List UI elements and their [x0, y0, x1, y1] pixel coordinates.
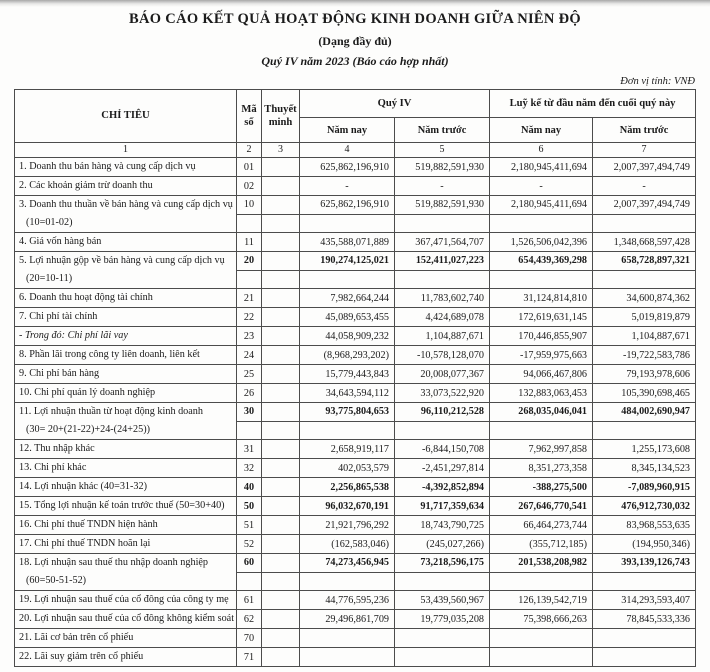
row-note — [262, 421, 300, 440]
cell-q4-prior: -6,844,150,708 — [395, 440, 490, 459]
row-label-text: 17. Chi phí thuế TNDN hoãn lại — [19, 538, 151, 549]
row-label — [15, 403, 237, 440]
cell-ytd-current: 2,180,945,411,694 — [490, 196, 593, 215]
table-row — [15, 459, 696, 478]
row-code: 61 — [237, 591, 262, 610]
cell-q4-prior — [395, 648, 490, 667]
cell-q4-current: 44,058,909,232 — [300, 327, 395, 346]
header-q4-current-year: Năm nay — [300, 118, 395, 143]
row-code: 30 — [237, 403, 262, 422]
row-formula-text: (20=10-11) — [26, 273, 73, 284]
cell-ytd-prior: 658,728,897,321 — [593, 252, 696, 271]
header-ytd-group: Luỹ kế từ đầu năm đến cuối quý này — [490, 90, 696, 118]
cell-ytd-prior: - — [593, 177, 696, 196]
cell-q4-current: 2,256,865,538 — [300, 478, 395, 497]
row-label-text: 6. Doanh thu hoạt động tài chính — [19, 292, 153, 303]
cell-q4-prior: - — [395, 177, 490, 196]
cell-q4-current: 29,496,861,709 — [300, 610, 395, 629]
row-label-text: 3. Doanh thu thuần về bán hàng và cung cấp dịch vụ — [19, 199, 233, 210]
report-period: Quý IV năm 2023 (Báo cáo hợp nhất) — [261, 54, 449, 68]
cell-q4-prior: 18,743,790,725 — [395, 516, 490, 535]
cell-ytd-prior: 8,345,134,523 — [593, 459, 696, 478]
cell-ytd-current: 31,124,814,810 — [490, 289, 593, 308]
table-row — [15, 177, 696, 196]
cell-ytd-prior: 34,600,874,362 — [593, 289, 696, 308]
row-label — [15, 629, 237, 648]
row-label — [15, 516, 237, 535]
cell-ytd-current: 172,619,631,145 — [490, 308, 593, 327]
row-label-text: 7. Chi phí tài chính — [19, 311, 98, 322]
cell-q4-prior: 20,008,077,367 — [395, 365, 490, 384]
row-label — [15, 233, 237, 252]
column-number: 2 — [237, 143, 262, 158]
cell-q4-current: 190,274,125,021 — [300, 252, 395, 271]
row-code — [237, 214, 262, 233]
cell-q4-prior: (245,027,266) — [395, 535, 490, 554]
cell-ytd-prior: 79,193,978,606 — [593, 365, 696, 384]
row-label — [15, 346, 237, 365]
row-code: 24 — [237, 346, 262, 365]
cell-q4-current: 44,776,595,236 — [300, 591, 395, 610]
cell-ytd-current: 8,351,273,358 — [490, 459, 593, 478]
cell-q4-current: 15,779,443,843 — [300, 365, 395, 384]
scan-edge-shadow — [0, 0, 710, 7]
row-label-text: 21. Lãi cơ bản trên cổ phiếu — [19, 632, 134, 643]
column-number: 3 — [262, 143, 300, 158]
table-row — [15, 289, 696, 308]
row-label-text: 1. Doanh thu bán hàng và cung cấp dịch vụ — [19, 161, 196, 172]
cell-ytd-prior: 1,348,668,597,428 — [593, 233, 696, 252]
table-row — [15, 365, 696, 384]
row-label — [15, 158, 237, 177]
cell-q4-current — [300, 270, 395, 289]
row-label — [15, 308, 237, 327]
table-row — [15, 535, 696, 554]
cell-ytd-prior: -19,722,583,786 — [593, 346, 696, 365]
cell-ytd-current: 267,646,770,541 — [490, 497, 593, 516]
row-note — [262, 610, 300, 629]
cell-ytd-current: 7,962,997,858 — [490, 440, 593, 459]
cell-ytd-current: 75,398,666,263 — [490, 610, 593, 629]
row-label-text: 9. Chi phí bán hàng — [19, 368, 100, 379]
cell-ytd-prior — [593, 648, 696, 667]
cell-q4-prior: -4,392,852,894 — [395, 478, 490, 497]
header-q4-prior-year: Năm trước — [395, 118, 490, 143]
table-row — [15, 233, 696, 252]
row-label — [15, 252, 237, 289]
cell-ytd-prior: 1,255,173,608 — [593, 440, 696, 459]
row-label — [15, 196, 237, 233]
header-note — [262, 90, 300, 143]
cell-ytd-prior: 5,019,819,879 — [593, 308, 696, 327]
cell-ytd-current: 654,439,369,298 — [490, 252, 593, 271]
cell-ytd-current — [490, 648, 593, 667]
row-label-text: 5. Lợi nhuận gộp về bán hàng và cung cấp dịch vụ — [19, 255, 225, 266]
cell-q4-current: 96,032,670,191 — [300, 497, 395, 516]
table-row — [15, 346, 696, 365]
cell-q4-current: 625,862,196,910 — [300, 196, 395, 215]
row-note — [262, 365, 300, 384]
cell-ytd-current: -17,959,975,663 — [490, 346, 593, 365]
row-note — [262, 440, 300, 459]
table-header — [15, 90, 696, 158]
table-row — [15, 440, 696, 459]
cell-q4-current: (8,968,293,202) — [300, 346, 395, 365]
column-number: 4 — [300, 143, 395, 158]
table-row — [15, 516, 696, 535]
row-label — [15, 327, 237, 346]
cell-ytd-prior — [593, 629, 696, 648]
cell-ytd-current: 132,883,063,453 — [490, 384, 593, 403]
row-label — [15, 535, 237, 554]
cell-ytd-current: 126,139,542,719 — [490, 591, 593, 610]
row-code — [237, 572, 262, 591]
cell-ytd-current: -388,275,500 — [490, 478, 593, 497]
row-label-text: 19. Lợi nhuận sau thuế của cổ đông của công ty mẹ — [19, 594, 229, 605]
cell-q4-prior — [395, 421, 490, 440]
cell-q4-current: 21,921,796,292 — [300, 516, 395, 535]
table-row — [15, 610, 696, 629]
row-code: 20 — [237, 252, 262, 271]
table-row — [15, 327, 696, 346]
table-row — [15, 497, 696, 516]
cell-ytd-prior: 314,293,593,407 — [593, 591, 696, 610]
row-note — [262, 554, 300, 573]
cell-q4-prior: 519,882,591,930 — [395, 158, 490, 177]
row-label-text: 8. Phần lãi trong công ty liên doanh, liên kết — [19, 349, 200, 360]
row-code: 60 — [237, 554, 262, 573]
row-note — [262, 648, 300, 667]
row-note — [262, 233, 300, 252]
column-number: 6 — [490, 143, 593, 158]
cell-q4-prior: 73,218,596,175 — [395, 554, 490, 573]
table-row — [15, 554, 696, 573]
row-code: 31 — [237, 440, 262, 459]
cell-ytd-prior: 2,007,397,494,749 — [593, 196, 696, 215]
row-code: 10 — [237, 196, 262, 215]
cell-q4-prior: 1,104,887,671 — [395, 327, 490, 346]
table-row — [15, 384, 696, 403]
row-label — [15, 554, 237, 591]
cell-ytd-prior — [593, 270, 696, 289]
cell-q4-prior: -10,578,128,070 — [395, 346, 490, 365]
row-note — [262, 214, 300, 233]
row-code — [237, 270, 262, 289]
cell-ytd-current: 66,464,273,744 — [490, 516, 593, 535]
table-row — [15, 308, 696, 327]
row-label-text: 14. Lợi nhuận khác (40=31-32) — [19, 481, 147, 492]
column-number: 1 — [15, 143, 237, 158]
row-label-text: 12. Thu nhập khác — [19, 443, 95, 454]
cell-q4-current: 93,775,804,653 — [300, 403, 395, 422]
header-code-line2: số — [244, 117, 254, 128]
row-code: 51 — [237, 516, 262, 535]
row-label-text: 4. Giá vốn hàng bán — [19, 236, 102, 247]
row-code: 21 — [237, 289, 262, 308]
cell-ytd-prior: 484,002,690,947 — [593, 403, 696, 422]
cell-q4-current: 7,982,664,244 — [300, 289, 395, 308]
cell-q4-prior — [395, 572, 490, 591]
cell-q4-current — [300, 629, 395, 648]
row-label-text: 11. Lợi nhuận thuần từ hoạt động kinh doanh — [19, 406, 203, 417]
cell-q4-prior: 367,471,564,707 — [395, 233, 490, 252]
row-note — [262, 591, 300, 610]
cell-q4-prior: 152,411,027,223 — [395, 252, 490, 271]
row-label — [15, 648, 237, 667]
cell-q4-prior — [395, 629, 490, 648]
row-label — [15, 440, 237, 459]
row-label — [15, 459, 237, 478]
cell-ytd-prior: 2,007,397,494,749 — [593, 158, 696, 177]
row-note — [262, 289, 300, 308]
table-row — [15, 648, 696, 667]
column-number: 7 — [593, 143, 696, 158]
cell-ytd-current — [490, 214, 593, 233]
row-label-text: 13. Chi phí khác — [19, 462, 87, 473]
column-number-row — [15, 143, 696, 158]
row-note — [262, 572, 300, 591]
cell-q4-current: 625,862,196,910 — [300, 158, 395, 177]
row-label-text: 22. Lãi suy giảm trên cổ phiếu — [19, 651, 144, 662]
cell-ytd-prior: 105,390,698,465 — [593, 384, 696, 403]
cell-ytd-prior: 1,104,887,671 — [593, 327, 696, 346]
cell-q4-current: (162,583,046) — [300, 535, 395, 554]
cell-ytd-current: 94,066,467,806 — [490, 365, 593, 384]
row-code: 40 — [237, 478, 262, 497]
report-table-body — [15, 158, 696, 667]
row-note — [262, 270, 300, 289]
cell-q4-current: 435,588,071,889 — [300, 233, 395, 252]
header-ytd-current-year: Năm nay — [490, 118, 593, 143]
row-code: 71 — [237, 648, 262, 667]
row-code: 01 — [237, 158, 262, 177]
row-label-text: 16. Chi phí thuế TNDN hiện hành — [19, 519, 158, 530]
row-code: 62 — [237, 610, 262, 629]
cell-q4-prior: 33,073,522,920 — [395, 384, 490, 403]
row-note — [262, 478, 300, 497]
table-row — [15, 629, 696, 648]
row-label-text: 15. Tổng lợi nhuận kế toán trước thuế (50=30+40) — [19, 500, 225, 511]
cell-ytd-current: (355,712,185) — [490, 535, 593, 554]
row-note — [262, 516, 300, 535]
cell-ytd-current: 1,526,506,042,396 — [490, 233, 593, 252]
currency-unit-note: Đơn vị tính: VNĐ — [620, 76, 695, 87]
cell-q4-current — [300, 572, 395, 591]
cell-q4-current — [300, 214, 395, 233]
row-label — [15, 591, 237, 610]
row-label — [15, 384, 237, 403]
cell-q4-prior: -2,451,297,814 — [395, 459, 490, 478]
row-label — [15, 365, 237, 384]
header-criteria: CHỈ TIÊU — [15, 90, 237, 143]
row-code: 11 — [237, 233, 262, 252]
cell-q4-current: 2,658,919,117 — [300, 440, 395, 459]
income-statement-table — [14, 89, 696, 667]
cell-q4-prior: 19,779,035,208 — [395, 610, 490, 629]
cell-q4-current: 45,089,653,455 — [300, 308, 395, 327]
header-ytd-prior-year: Năm trước — [593, 118, 696, 143]
cell-q4-prior — [395, 214, 490, 233]
row-note — [262, 403, 300, 422]
row-note — [262, 158, 300, 177]
table-row — [15, 158, 696, 177]
header-quarter-group: Quý IV — [300, 90, 490, 118]
row-formula-text: (30= 20+(21-22)+24-(24+25)) — [26, 424, 150, 435]
cell-ytd-prior — [593, 214, 696, 233]
cell-ytd-prior — [593, 572, 696, 591]
row-note — [262, 497, 300, 516]
row-label-text: 20. Lợi nhuận sau thuế của cổ đông không kiểm soát — [19, 613, 234, 624]
page-title: BÁO CÁO KẾT QUẢ HOẠT ĐỘNG KINH DOANH GIỮA NIÊN ĐỘ — [129, 11, 581, 27]
row-note — [262, 459, 300, 478]
cell-q4-prior — [395, 270, 490, 289]
cell-q4-prior: 91,717,359,634 — [395, 497, 490, 516]
report-form-subtitle: (Dạng đầy đủ) — [318, 34, 392, 48]
cell-q4-current: 74,273,456,945 — [300, 554, 395, 573]
cell-ytd-current: - — [490, 177, 593, 196]
table-row — [15, 252, 696, 271]
cell-q4-prior: 53,439,560,967 — [395, 591, 490, 610]
cell-ytd-current — [490, 629, 593, 648]
row-code: 22 — [237, 308, 262, 327]
row-note — [262, 629, 300, 648]
table-row — [15, 591, 696, 610]
cell-ytd-current — [490, 572, 593, 591]
row-code: 23 — [237, 327, 262, 346]
row-note — [262, 308, 300, 327]
cell-q4-current — [300, 421, 395, 440]
cell-q4-prior: 519,882,591,930 — [395, 196, 490, 215]
cell-q4-prior: 11,783,602,740 — [395, 289, 490, 308]
row-label-text: 10. Chi phí quản lý doanh nghiệp — [19, 387, 156, 398]
row-label — [15, 177, 237, 196]
cell-ytd-prior: -7,089,960,915 — [593, 478, 696, 497]
cell-ytd-prior: 476,912,730,032 — [593, 497, 696, 516]
header-note-line2: minh — [268, 117, 293, 128]
row-label-text: 2. Các khoản giảm trừ doanh thu — [19, 180, 153, 191]
cell-ytd-current: 268,035,046,041 — [490, 403, 593, 422]
row-note — [262, 177, 300, 196]
cell-ytd-prior: 83,968,553,635 — [593, 516, 696, 535]
row-note — [262, 535, 300, 554]
cell-ytd-current — [490, 421, 593, 440]
table-row — [15, 196, 696, 215]
row-label-text: - Trong đó: Chi phí lãi vay — [19, 330, 128, 341]
cell-ytd-current: 170,446,855,907 — [490, 327, 593, 346]
cell-ytd-prior: 393,139,126,743 — [593, 554, 696, 573]
header-code — [237, 90, 262, 143]
row-note — [262, 346, 300, 365]
row-code: 32 — [237, 459, 262, 478]
row-note — [262, 252, 300, 271]
cell-ytd-prior: (194,950,346) — [593, 535, 696, 554]
table-row — [15, 478, 696, 497]
document-header — [0, 0, 710, 69]
row-code: 02 — [237, 177, 262, 196]
cell-q4-current: - — [300, 177, 395, 196]
header-note-line1: Thuyết — [264, 103, 297, 115]
row-code: 26 — [237, 384, 262, 403]
cell-ytd-prior: 78,845,533,336 — [593, 610, 696, 629]
row-formula-text: (60=50-51-52) — [26, 575, 87, 586]
row-note — [262, 384, 300, 403]
cell-q4-prior: 4,424,689,078 — [395, 308, 490, 327]
cell-q4-current — [300, 648, 395, 667]
cell-q4-current: 34,643,594,112 — [300, 384, 395, 403]
row-formula-text: (10=01-02) — [26, 217, 73, 228]
header-code-line1: Mã — [241, 103, 257, 115]
column-number: 5 — [395, 143, 490, 158]
row-note — [262, 196, 300, 215]
row-label — [15, 289, 237, 308]
table-row — [15, 403, 696, 422]
row-label — [15, 497, 237, 516]
cell-ytd-current: 2,180,945,411,694 — [490, 158, 593, 177]
cell-q4-prior: 96,110,212,528 — [395, 403, 490, 422]
row-code — [237, 421, 262, 440]
row-code: 70 — [237, 629, 262, 648]
row-note — [262, 327, 300, 346]
cell-q4-current: 402,053,579 — [300, 459, 395, 478]
row-code: 52 — [237, 535, 262, 554]
row-code: 25 — [237, 365, 262, 384]
row-label — [15, 478, 237, 497]
cell-ytd-current — [490, 270, 593, 289]
cell-ytd-prior — [593, 421, 696, 440]
row-label — [15, 610, 237, 629]
row-label-text: 18. Lợi nhuận sau thuế thu nhập doanh nghiệp — [19, 557, 209, 568]
row-code: 50 — [237, 497, 262, 516]
cell-ytd-current: 201,538,208,982 — [490, 554, 593, 573]
